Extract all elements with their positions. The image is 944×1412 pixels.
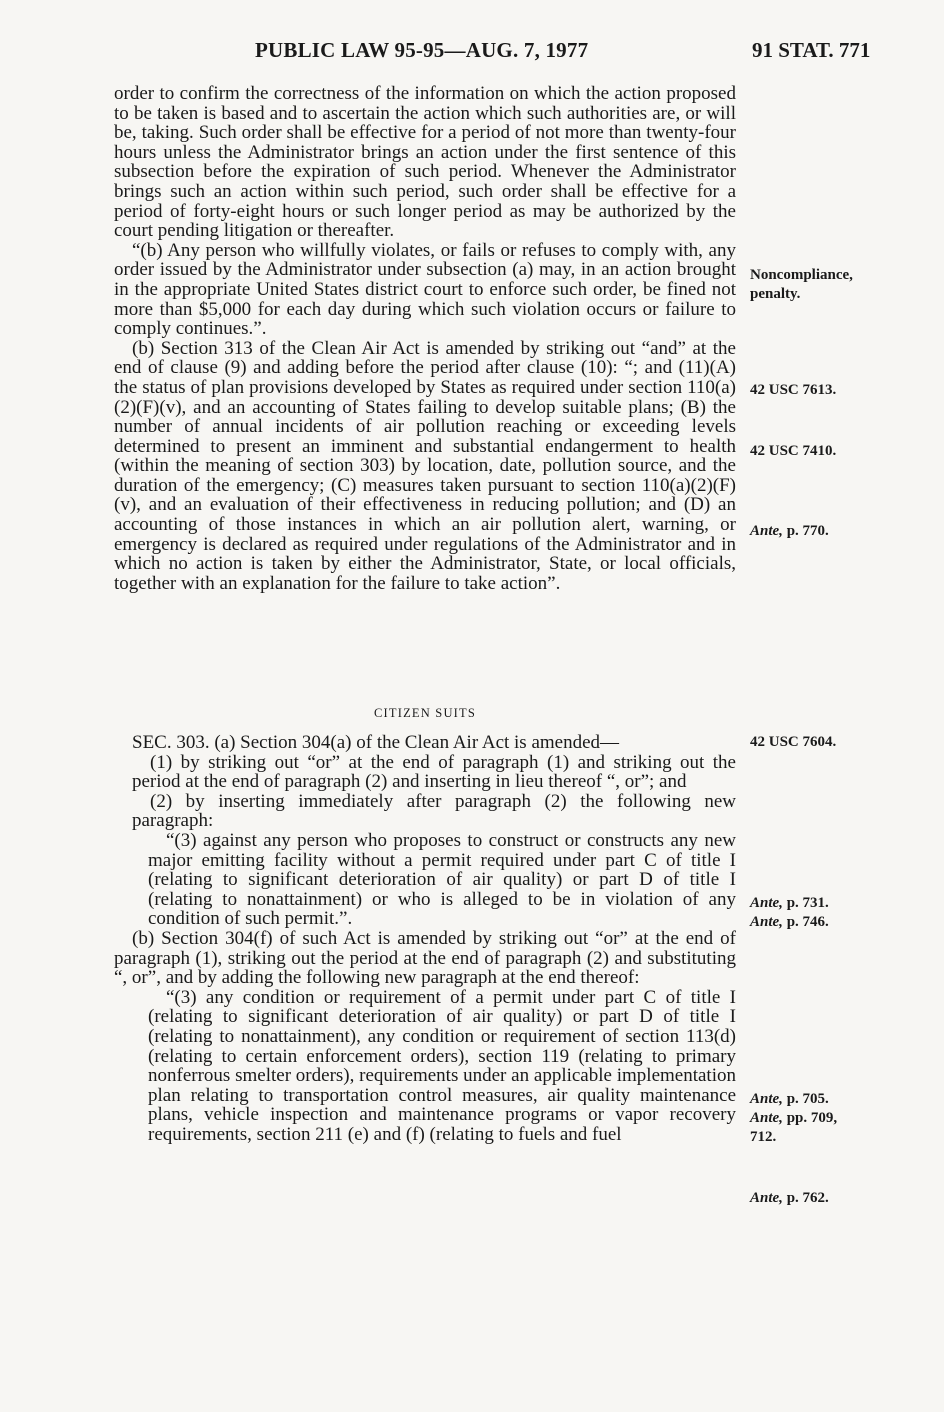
margin-note-page: 712. — [750, 1129, 777, 1145]
paragraph-sec-303: SEC. 303. (a) Section 304(a) of the Clean Air Act is amended— — [132, 732, 620, 753]
margin-note-ante: Ante, — [750, 523, 783, 539]
margin-note-ante-731 — [750, 894, 900, 913]
margin-note-ante: Ante, — [750, 1091, 783, 1107]
lower-text-column — [114, 733, 736, 1144]
margin-note-ante-709 — [750, 1109, 900, 1147]
upper-text-column — [114, 84, 736, 593]
paragraph-new-clause-3: “(3) against any person who proposes to construct or constructs any new major emitting facility without a permit required under part C of title I (relating to significant deterioration of air quality) or part D of title I (relating to nonattainment) or who is alleged to be in violation of any condition of such permit.”. — [148, 829, 736, 930]
paragraph-clause-2: (2) by inserting immediately after paragraph (2) the following new paragraph: — [132, 790, 736, 832]
margin-note-line: penalty. — [750, 286, 801, 302]
margin-note-page: p. 770. — [782, 523, 829, 539]
page-header — [0, 38, 944, 68]
paragraph-order-continued: order to confirm the correctness of the information on which the action proposed to be taken is based and to ascertain the action which such authorities are, or will be, taking. Such order shall be effective for a period of not more than twenty-four hours unless the Administrator brings an action under the first sentence of this subsection before the expiration of such period. Whenever the Administrator brings such an action within such period, such order shall be effective for a period of forty-eight hours or such longer period as may be authorized by the court pending litigation or thereafter. — [114, 83, 736, 242]
margin-note-ante: Ante, — [750, 1190, 783, 1206]
margin-note-ante: Ante, — [750, 895, 783, 911]
margin-note-page: p. 746. — [782, 914, 829, 930]
margin-note-page: p. 762. — [782, 1190, 829, 1206]
margin-note-usc-7604: 42 USC 7604. — [750, 734, 837, 750]
margin-note-ante-705 — [750, 1090, 900, 1109]
margin-note-ante-746 — [750, 913, 900, 932]
section-heading: CITIZEN SUITS — [373, 706, 477, 720]
paragraph-condition-3: “(3) any condition or requirement of a permit under part C of title I (relating to significant deterioration of air quality) or part D of title I (relating to nonattainment), any condition or requirement of section 113(d) (relating to certain enforcement orders), section 119 (relating to primary nonferrous smelter orders), requirements under an applicable implementation plan relating to transportation control measures, air quality maintenance plans, vehicle inspection and maintenance programs or vapor recovery requirements, section 211 (e) and (f) (relating to fuels and fuel — [148, 986, 736, 1145]
margin-note-page: p. 731. — [782, 895, 829, 911]
margin-note-line: Noncompliance, — [750, 267, 853, 283]
margin-note-usc-7613: 42 USC 7613. — [750, 382, 837, 398]
margin-note-page: pp. 709, — [782, 1110, 838, 1126]
margin-note-ante: Ante, — [750, 914, 783, 930]
margin-note-noncompliance — [750, 266, 900, 304]
page-title: PUBLIC LAW 95-95—AUG. 7, 1977 — [255, 38, 589, 62]
margin-note-page: p. 705. — [782, 1091, 829, 1107]
margin-note-ante-770 — [750, 522, 900, 541]
margin-note-ante-762 — [750, 1189, 900, 1208]
margin-note-usc-7410: 42 USC 7410. — [750, 443, 837, 459]
paragraph-section-313: (b) Section 313 of the Clean Air Act is amended by striking out “and” at the end of clause (9) and adding before the period after clause (10): “; and (11)(A) the status of plan provisions developed by States as required under section 110(a)(2)(F)(v), and an accounting of States failing to develop suitable plans; (B) the number of annual incidents of air pollution reaching or exceeding levels determined to present an imminent and substantial endangerment to health (within the meaning of section 303) by location, date, pollution source, and the duration of the emergency; (C) measures taken pursuant to section 110(a)(2)(F)(v), and an evaluation of their effectiveness in reducing pollution; and (D) an accounting of those instances in which an air pollution alert, warning, or emergency is declared as required under regulations of the Administrator and in which no action is taken by either the Administrator, State, or local officials, together with an explanation for the failure to take action”. — [114, 337, 736, 594]
statute-page-number: 91 STAT. 771 — [752, 38, 871, 62]
margin-note-ante: Ante, — [750, 1110, 783, 1126]
paragraph-clause-1: (1) by striking out “or” at the end of paragraph (1) and striking out the period at the end of paragraph (2) and inserting in lieu thereof “, or”; and — [132, 751, 736, 793]
paragraph-section-304f: (b) Section 304(f) of such Act is amended by striking out “or” at the end of paragraph (1), striking out the period at the end of paragraph (2) and substituting “, or”, and by adding the following new paragraph at the end thereof: — [114, 927, 736, 989]
paragraph-penalty: “(b) Any person who willfully violates, or fails or refuses to comply with, any order issued by the Administrator under subsection (a) may, in an action brought in the appropriate United States district court to enforce such order, be fined not more than $5,000 for each day during which such violation occurs or failure to comply continues.”. — [114, 239, 736, 340]
